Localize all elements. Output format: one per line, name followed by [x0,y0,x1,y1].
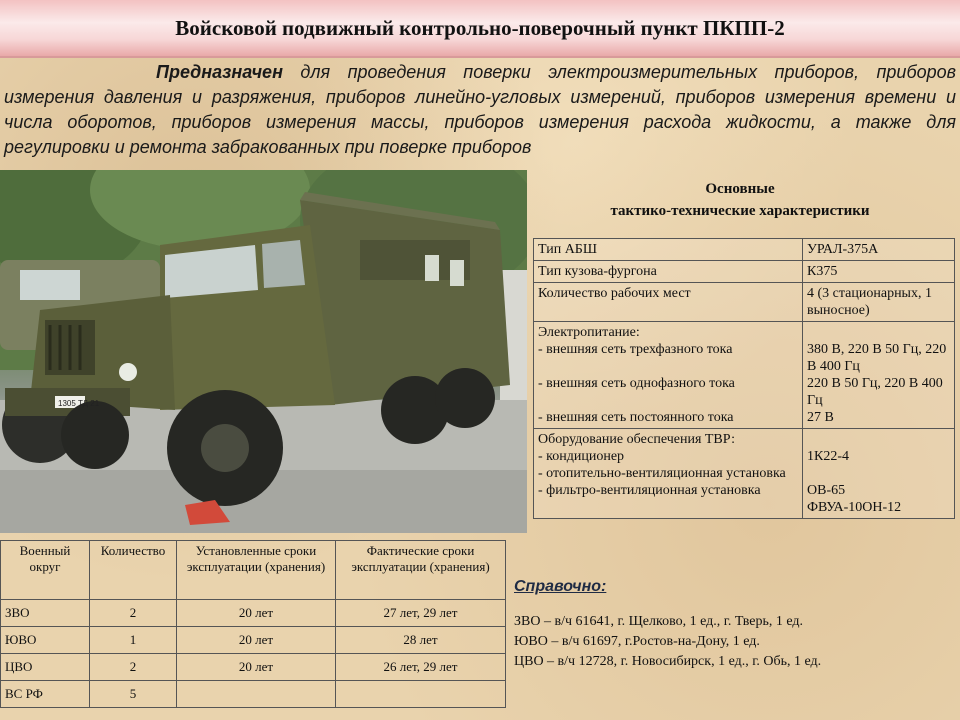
power-labels [534,322,803,429]
specs-heading-line1: Основные [705,181,775,197]
spec-value: УРАЛ-375А [803,239,955,261]
spec-value: К375 [803,261,955,283]
equipment-heading: Оборудование обеспечения ТВР: [538,432,735,447]
page-title: Войсковой подвижный контрольно-поверочный пункт ПКПП-2 [175,16,785,40]
spec-value: 4 (3 стационарных, 1 выносное) [803,283,955,322]
cell-set-terms: 20 лет [177,654,336,681]
cell-set-terms [177,681,336,708]
vehicle-photo [0,170,527,533]
spec-label: Тип АБШ [534,239,803,261]
table-row [1,681,506,708]
intro-paragraph [4,60,956,160]
truck-illustration [0,170,527,533]
specs-row-power [534,322,955,429]
equipment-item-label: - кондиционер [538,449,625,464]
reference-title: Справочно: [514,578,607,595]
cell-actual-terms: 27 лет, 29 лет [336,600,506,627]
cell-actual-terms: 26 лет, 29 лет [336,654,506,681]
cell-actual-terms: 28 лет [336,627,506,654]
equipment-item-label: - фильтро-вентиляционная установка [538,483,761,498]
power-item-label: - внешняя сеть однофазного тока [538,376,735,391]
reference-line: ЦВО – в/ч 12728, г. Новосибирск, 1 ед., г. Обь, 1 ед. [514,654,822,669]
reference-line: ЗВО – в/ч 61641, г. Щелково, 1 ед., г. Тверь, 1 ед. [514,614,804,629]
cell-count: 2 [90,654,177,681]
table-row [1,654,506,681]
equipment-item-value: ОВ-65 [807,483,846,498]
power-item-label: - внешняя сеть постоянного тока [538,410,734,425]
equipment-item-value: ФВУА-10ОН-12 [807,500,902,515]
equipment-item-label: - отопительно-вентиляционная установка [538,466,786,481]
cell-count: 1 [90,627,177,654]
specs-row [534,283,955,322]
cell-count: 5 [90,681,177,708]
header-set-terms: Установленные сроки эксплуатации (хранения) [177,541,336,600]
specs-row-equipment [534,429,955,519]
specs-row [534,261,955,283]
specs-row [534,239,955,261]
power-item-value: 27 В [807,410,834,425]
header-actual-terms: Фактические сроки эксплуатации (хранения) [336,541,506,600]
title-banner [0,0,960,58]
license-plate: 1305 ТД 21 [58,399,100,408]
power-item-value: 220 В 50 Гц, 220 В 400 Гц [807,376,943,408]
cell-set-terms: 20 лет [177,627,336,654]
power-item-label: - внешняя сеть трехфазного тока [538,342,733,357]
reference-list [514,612,954,672]
table-row [1,600,506,627]
district-table [0,540,506,708]
spec-label: Количество рабочих мест [534,283,803,322]
cell-actual-terms [336,681,506,708]
power-heading: Электропитание: [538,325,640,340]
cell-count: 2 [90,600,177,627]
cell-district: ВС РФ [1,681,90,708]
equipment-values [803,429,955,519]
power-item-value: 380 В, 220 В 50 Гц, 220 В 400 Гц [807,342,947,374]
cell-district: ЦВО [1,654,90,681]
specs-table [533,238,955,519]
table-row [1,627,506,654]
district-table-header [1,541,506,600]
intro-text: для проведения поверки электроизмерительных приборов, приборов измерения давления и разряжения, приборов линейно-угловых измерений, приборов измерения времени и числа оборотов, приборов измерения массы, приборов измерения расхода жидкости, а также для регулировки и ремонта забракованных при поверке приборов [4,62,956,157]
specs-heading-line2: тактико-технические характеристики [610,203,870,219]
header-district: Военный округ [1,541,90,600]
power-values [803,322,955,429]
reference-line: ЮВО – в/ч 61697, г.Ростов-на-Дону, 1 ед. [514,634,760,649]
specs-heading [560,178,920,222]
header-count: Количество [90,541,177,600]
cell-district: ЮВО [1,627,90,654]
intro-lead: Предназначен [156,62,283,82]
equipment-item-value: 1К22-4 [807,449,849,464]
cell-district: ЗВО [1,600,90,627]
equipment-labels [534,429,803,519]
cell-set-terms: 20 лет [177,600,336,627]
spec-label: Тип кузова-фургона [534,261,803,283]
